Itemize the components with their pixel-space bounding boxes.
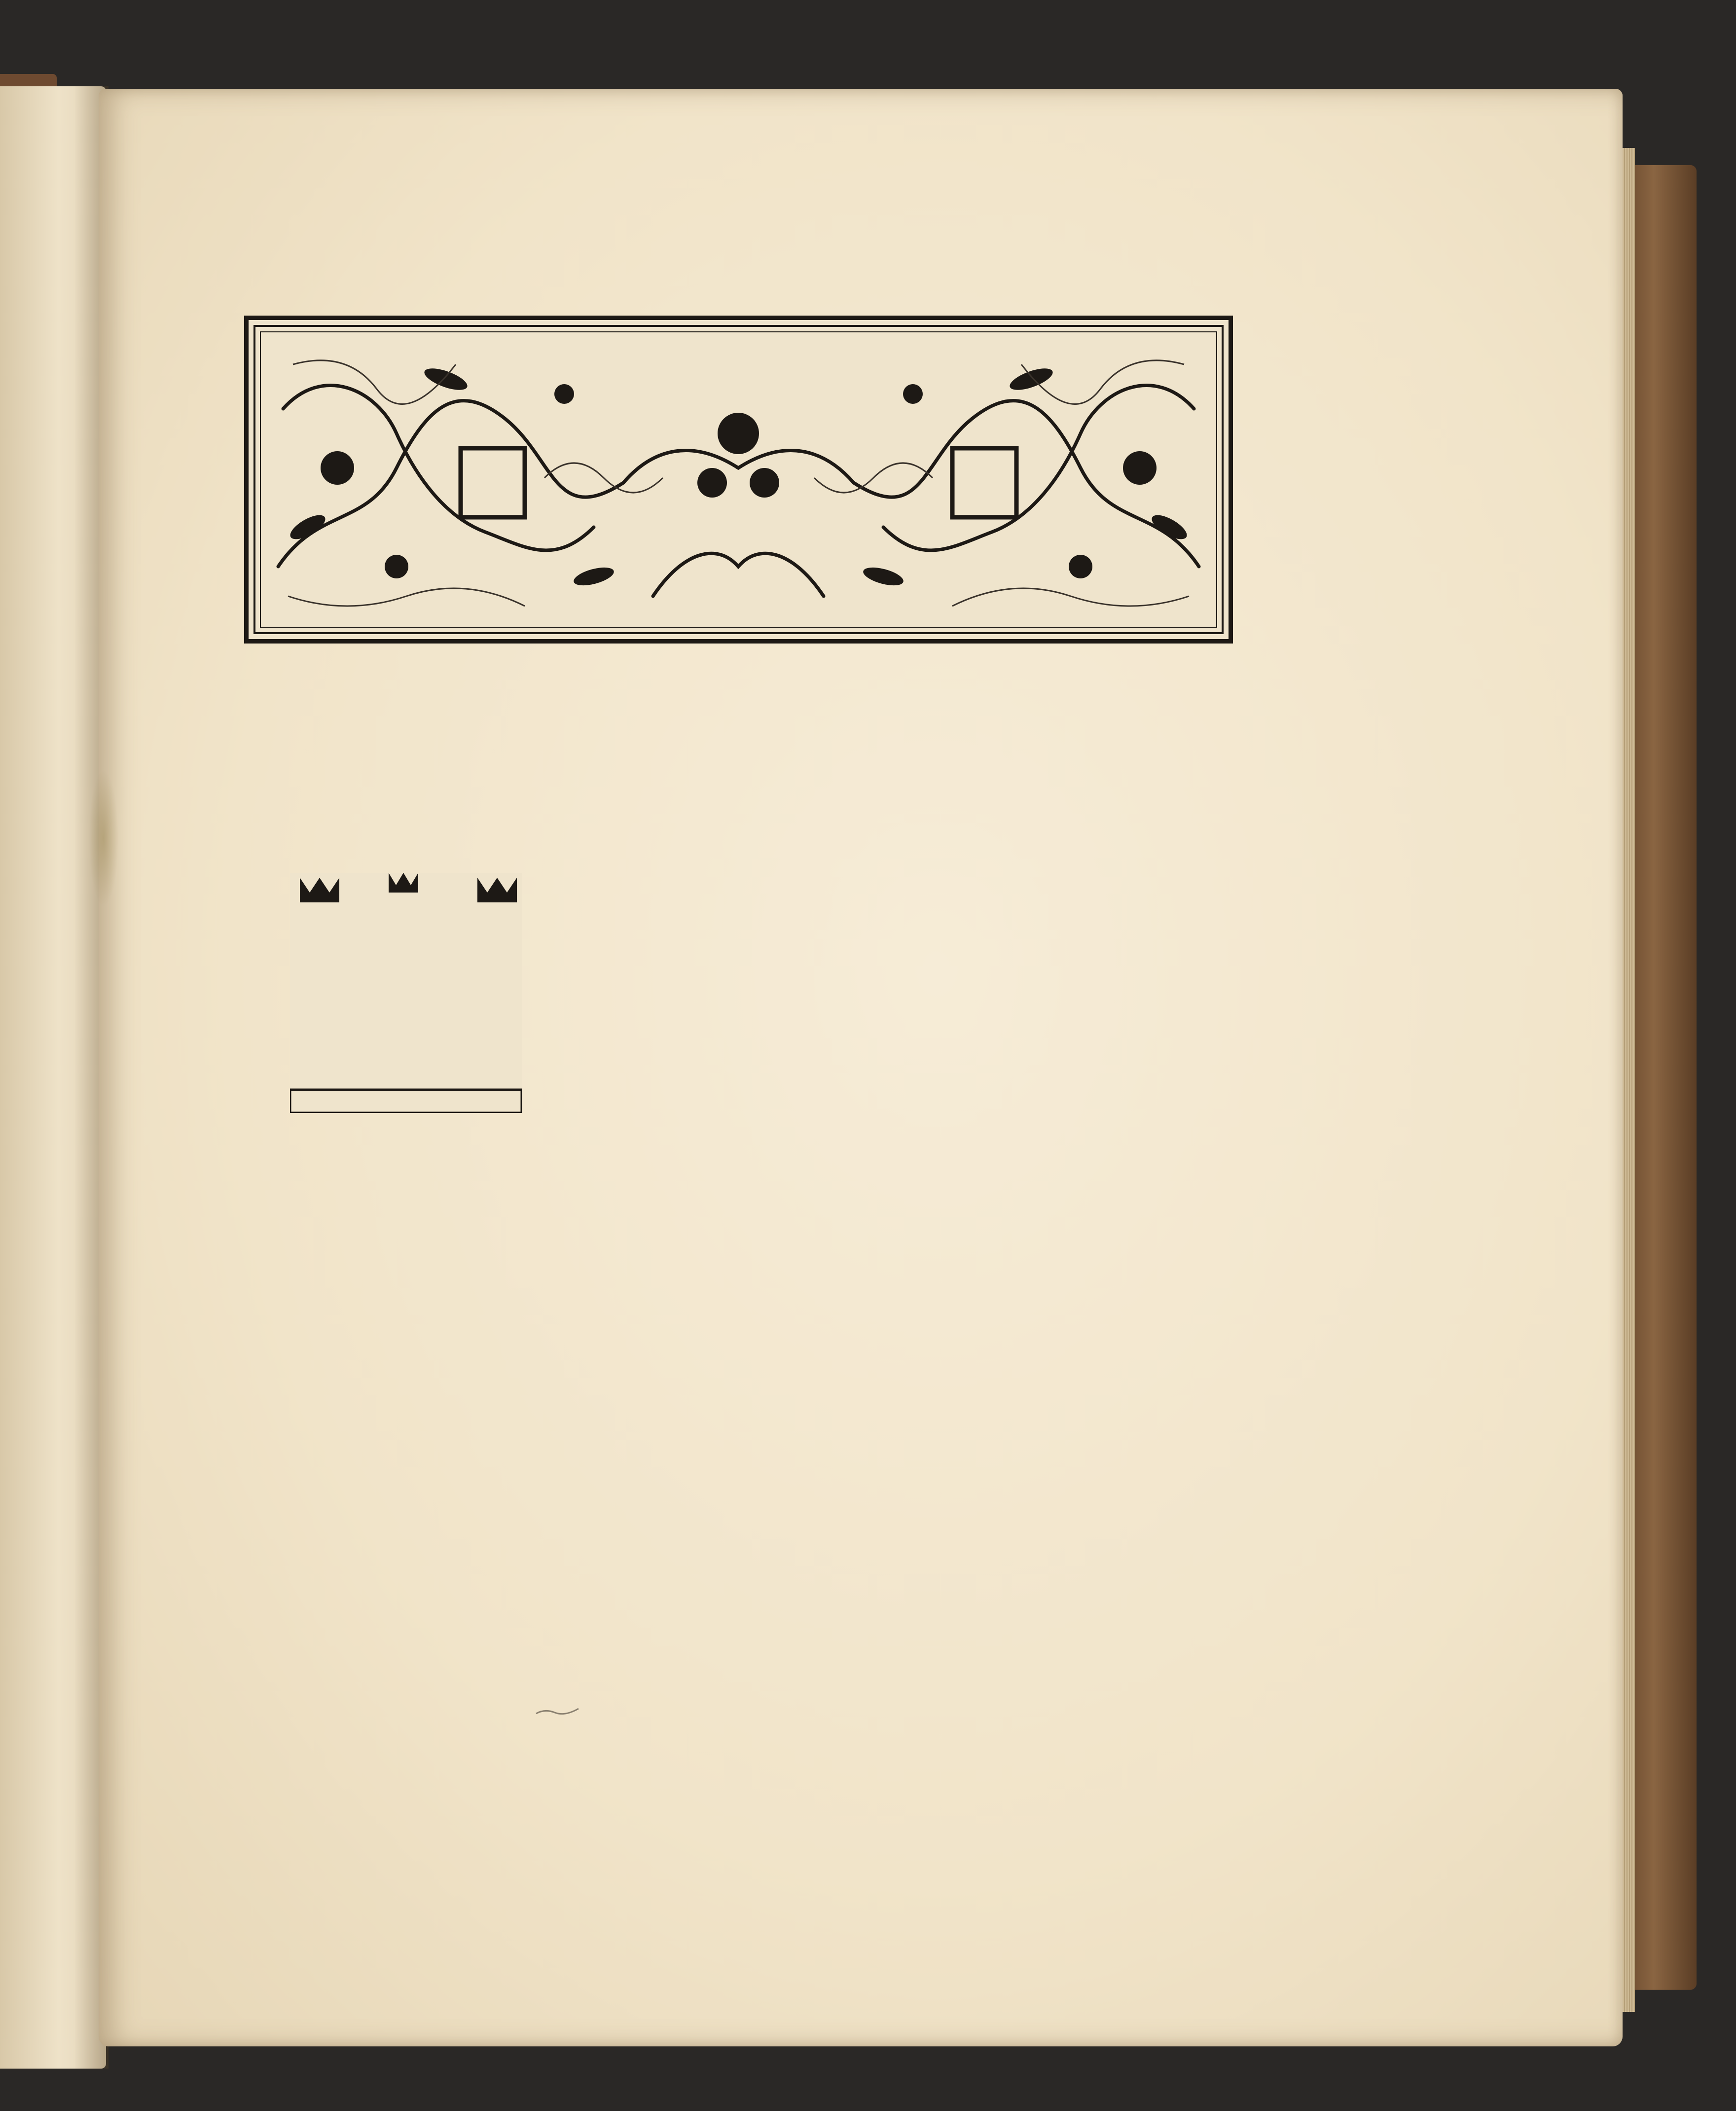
drop-cap-ornament-icon <box>290 873 522 1113</box>
pencil-mark-icon <box>535 1704 579 1718</box>
foxing-stain <box>89 769 118 907</box>
page-title <box>296 693 1233 811</box>
right-cover-board <box>1625 165 1697 1990</box>
decorated-initial <box>290 873 522 1113</box>
floral-ornament-icon <box>249 320 1229 639</box>
ornamental-headpiece <box>244 316 1233 644</box>
